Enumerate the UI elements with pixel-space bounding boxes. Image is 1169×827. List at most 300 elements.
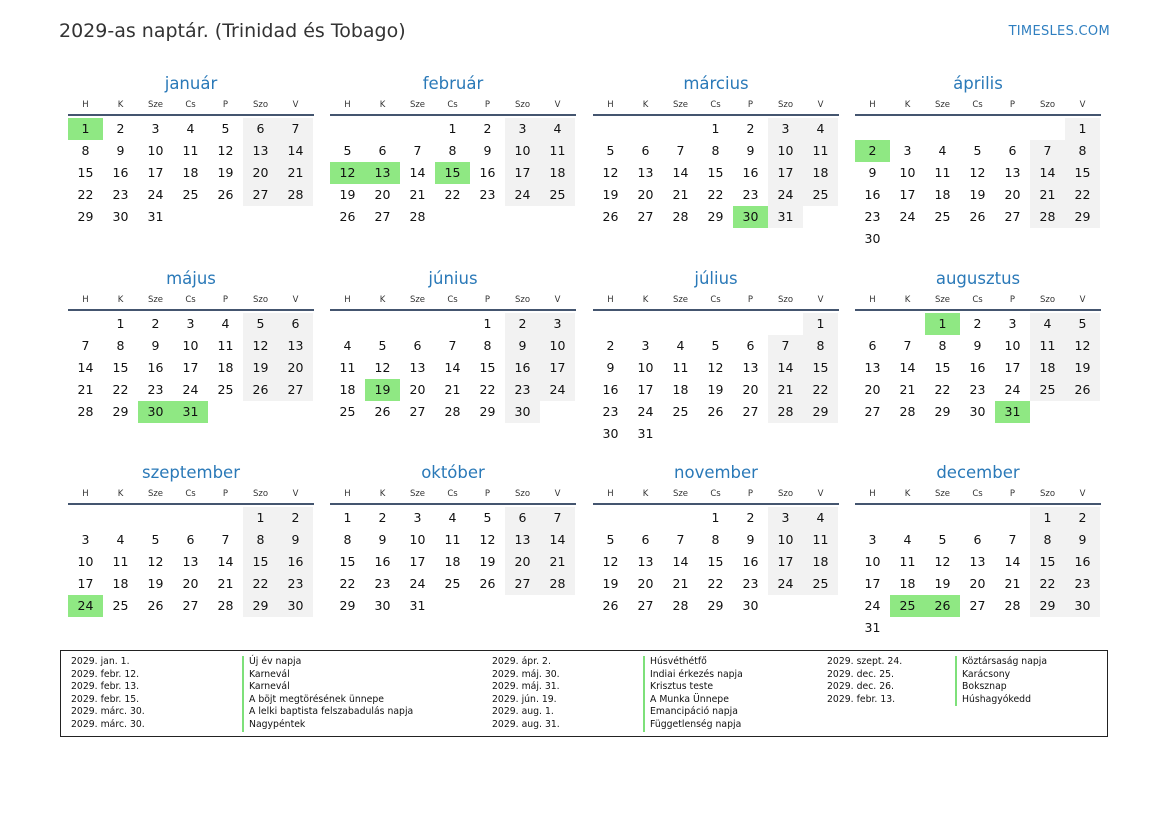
day-cell: 25 — [934, 209, 951, 224]
empty-cell — [663, 313, 698, 335]
empty-cell — [400, 118, 435, 140]
month-name: február — [422, 74, 484, 93]
day-cell: 19 — [217, 165, 234, 180]
day-cell: 8 — [711, 532, 720, 547]
day-cell: 18 — [112, 576, 129, 591]
day-grid — [593, 505, 839, 617]
day-cell: 14 — [444, 360, 461, 375]
day-cell: 17 — [1004, 360, 1021, 375]
day-cell: 8 — [243, 529, 278, 551]
day-cell: 12 — [602, 165, 619, 180]
day-cell: 9 — [378, 532, 387, 547]
day-cell: 16 — [505, 357, 540, 379]
month-2 — [330, 72, 576, 228]
holiday-name: Boksznap — [955, 681, 1007, 694]
day-cell: 25 — [803, 184, 838, 206]
holiday-day-cell: 25 — [890, 595, 925, 617]
day-cell: 21 — [444, 382, 461, 397]
day-cell: 24 — [768, 573, 803, 595]
day-cell: 3 — [186, 316, 195, 331]
day-cell: 3 — [413, 510, 422, 525]
weekday-label: V — [554, 489, 561, 499]
day-cell: 29 — [934, 404, 951, 419]
holiday-date: 2029. jún. 19. — [492, 693, 557, 705]
month-4 — [855, 72, 1101, 250]
weekday-label: Cs — [185, 489, 196, 499]
day-cell: 4 — [343, 338, 352, 353]
empty-cell — [330, 118, 365, 140]
day-cell: 10 — [637, 360, 654, 375]
day-cell: 7 — [413, 143, 422, 158]
holiday-name: Nagypéntek — [242, 719, 305, 732]
day-grid — [855, 505, 1101, 639]
day-grid — [68, 116, 314, 228]
month-name: december — [936, 463, 1020, 482]
day-cell: 9 — [973, 338, 982, 353]
day-cell: 1 — [1065, 118, 1100, 140]
day-cell: 23 — [742, 576, 759, 591]
day-cell: 27 — [637, 209, 654, 224]
holiday-date: 2029. dec. 26. — [827, 681, 894, 693]
day-cell: 26 — [707, 404, 724, 419]
day-cell: 28 — [540, 573, 575, 595]
weekday-label: V — [292, 489, 299, 499]
page-title: 2029-as naptár. (Trinidad és Tobago) — [59, 20, 406, 42]
weekday-label: H — [869, 295, 876, 305]
day-cell: 15 — [1065, 162, 1100, 184]
day-cell: 5 — [973, 143, 982, 158]
day-cell: 18 — [672, 382, 689, 397]
holiday-day-cell: 30 — [733, 206, 768, 228]
empty-cell — [925, 507, 960, 529]
day-cell: 5 — [1065, 313, 1100, 335]
weekday-label: Szo — [514, 295, 531, 305]
day-cell: 5 — [483, 510, 492, 525]
day-cell: 9 — [505, 335, 540, 357]
day-cell: 25 — [1030, 379, 1065, 401]
weekday-label: Cs — [447, 489, 458, 499]
empty-cell — [365, 313, 400, 335]
month-11 — [593, 461, 839, 617]
day-grid — [68, 505, 314, 617]
weekday-label: P — [222, 489, 229, 499]
weekday-label: P — [747, 295, 754, 305]
weekday-label: Cs — [447, 100, 458, 110]
day-cell: 21 — [1004, 576, 1021, 591]
day-cell: 24 — [147, 187, 164, 202]
day-cell: 30 — [1065, 595, 1100, 617]
day-cell: 3 — [505, 118, 540, 140]
month-3 — [593, 72, 839, 228]
empty-cell — [593, 313, 628, 335]
day-cell: 19 — [602, 187, 619, 202]
day-cell: 16 — [742, 165, 759, 180]
empty-cell — [593, 507, 628, 529]
weekday-label: V — [554, 100, 561, 110]
day-cell: 6 — [243, 118, 278, 140]
holiday-day-cell: 1 — [68, 118, 103, 140]
day-cell: 18 — [1030, 357, 1065, 379]
day-cell: 21 — [278, 162, 313, 184]
holiday-name: A böjt megtörésének ünnepe — [242, 694, 384, 707]
weekday-header — [855, 98, 1101, 116]
day-cell: 10 — [77, 554, 94, 569]
day-cell: 29 — [803, 401, 838, 423]
day-cell: 8 — [1030, 529, 1065, 551]
day-cell: 2 — [116, 121, 125, 136]
day-cell: 13 — [637, 554, 654, 569]
holiday-day-cell: 19 — [365, 379, 400, 401]
holiday-date: 2029. márc. 30. — [71, 718, 145, 730]
day-cell: 2 — [1065, 507, 1100, 529]
day-cell: 16 — [602, 382, 619, 397]
day-cell: 15 — [339, 554, 356, 569]
day-grid — [855, 311, 1101, 423]
day-cell: 26 — [339, 209, 356, 224]
weekday-label: Cs — [185, 100, 196, 110]
day-cell: 12 — [707, 360, 724, 375]
day-cell: 15 — [479, 360, 496, 375]
holiday-name: A Munka Ünnepe — [643, 694, 729, 707]
weekday-label: Szo — [1039, 489, 1056, 499]
month-12 — [855, 461, 1101, 639]
day-cell: 14 — [1030, 162, 1065, 184]
day-cell: 17 — [505, 162, 540, 184]
holiday-legend — [60, 650, 1108, 737]
day-cell: 7 — [676, 532, 685, 547]
weekday-label: Cs — [972, 295, 983, 305]
holiday-name: Indiai érkezés napja — [643, 669, 743, 682]
day-cell: 27 — [969, 598, 986, 613]
day-cell: 9 — [868, 165, 877, 180]
weekday-label: K — [117, 295, 124, 305]
day-cell: 22 — [339, 576, 356, 591]
day-cell: 30 — [505, 401, 540, 423]
day-cell: 13 — [243, 140, 278, 162]
day-cell: 23 — [112, 187, 129, 202]
day-cell: 31 — [147, 209, 164, 224]
month-5 — [68, 267, 314, 423]
day-cell: 3 — [1008, 316, 1017, 331]
day-cell: 19 — [479, 554, 496, 569]
day-cell: 25 — [339, 404, 356, 419]
holiday-day-cell: 24 — [68, 595, 103, 617]
weekday-header — [68, 487, 314, 505]
day-cell: 28 — [768, 401, 803, 423]
day-cell: 4 — [186, 121, 195, 136]
weekday-label: K — [642, 295, 649, 305]
day-cell: 5 — [378, 338, 387, 353]
weekday-label: V — [1079, 100, 1086, 110]
day-cell: 30 — [374, 598, 391, 613]
weekday-header — [330, 487, 576, 505]
month-name: augusztus — [935, 269, 1021, 288]
day-cell: 7 — [903, 338, 912, 353]
weekday-header — [68, 293, 314, 311]
day-cell: 15 — [707, 165, 724, 180]
day-cell: 18 — [182, 165, 199, 180]
weekday-label: V — [1079, 489, 1086, 499]
day-cell: 4 — [938, 143, 947, 158]
empty-cell — [855, 507, 890, 529]
day-cell: 29 — [243, 595, 278, 617]
day-cell: 4 — [116, 532, 125, 547]
empty-cell — [435, 313, 470, 335]
day-cell: 15 — [803, 357, 838, 379]
day-cell: 24 — [409, 576, 426, 591]
day-cell: 10 — [768, 140, 803, 162]
day-cell: 4 — [1030, 313, 1065, 335]
day-grid — [68, 311, 314, 423]
empty-cell — [68, 313, 103, 335]
day-cell: 29 — [707, 209, 724, 224]
day-cell: 5 — [221, 121, 230, 136]
day-cell: 26 — [243, 379, 278, 401]
day-cell: 12 — [602, 554, 619, 569]
day-cell: 15 — [77, 165, 94, 180]
day-cell: 2 — [151, 316, 160, 331]
day-cell: 31 — [864, 620, 881, 635]
empty-cell — [330, 313, 365, 335]
day-cell: 17 — [77, 576, 94, 591]
day-cell: 28 — [1004, 598, 1021, 613]
day-cell: 9 — [151, 338, 160, 353]
day-cell: 11 — [934, 165, 951, 180]
day-cell: 2 — [746, 510, 755, 525]
weekday-header — [855, 293, 1101, 311]
day-cell: 18 — [803, 162, 838, 184]
weekday-label: Sze — [672, 100, 689, 110]
day-cell: 3 — [151, 121, 160, 136]
holiday-name: Új év napja — [242, 656, 301, 669]
month-name: július — [694, 269, 738, 288]
day-cell: 10 — [147, 143, 164, 158]
day-cell: 3 — [81, 532, 90, 547]
weekday-label: H — [82, 295, 89, 305]
day-cell: 18 — [803, 551, 838, 573]
day-cell: 25 — [112, 598, 129, 613]
day-cell: 22 — [934, 382, 951, 397]
month-9 — [68, 461, 314, 617]
holiday-date: 2029. márc. 30. — [71, 706, 145, 718]
day-cell: 24 — [899, 209, 916, 224]
day-cell: 2 — [483, 121, 492, 136]
day-cell: 31 — [768, 206, 803, 228]
weekday-label: V — [817, 489, 824, 499]
day-cell: 13 — [1004, 165, 1021, 180]
empty-cell — [698, 313, 733, 335]
day-cell: 24 — [505, 184, 540, 206]
day-cell: 25 — [182, 187, 199, 202]
holiday-name: Köztársaság napja — [955, 656, 1047, 669]
weekday-label: P — [1009, 489, 1016, 499]
weekday-label: Sze — [409, 489, 426, 499]
day-cell: 15 — [1030, 551, 1065, 573]
day-cell: 16 — [479, 165, 496, 180]
day-cell: 20 — [637, 187, 654, 202]
empty-cell — [68, 507, 103, 529]
day-cell: 7 — [768, 335, 803, 357]
day-cell: 13 — [637, 165, 654, 180]
holiday-day-cell: 12 — [330, 162, 365, 184]
day-cell: 15 — [707, 554, 724, 569]
empty-cell — [208, 507, 243, 529]
day-cell: 20 — [374, 187, 391, 202]
weekday-label: P — [1009, 100, 1016, 110]
day-cell: 30 — [112, 209, 129, 224]
weekday-label: H — [869, 100, 876, 110]
day-cell: 3 — [868, 532, 877, 547]
day-cell: 13 — [969, 554, 986, 569]
empty-cell — [995, 507, 1030, 529]
day-cell: 19 — [147, 576, 164, 591]
day-cell: 17 — [768, 551, 803, 573]
weekday-label: H — [344, 100, 351, 110]
day-cell: 30 — [278, 595, 313, 617]
day-cell: 14 — [768, 357, 803, 379]
day-cell: 11 — [339, 360, 356, 375]
day-cell: 20 — [969, 576, 986, 591]
day-cell: 23 — [374, 576, 391, 591]
day-cell: 21 — [899, 382, 916, 397]
day-cell: 4 — [676, 338, 685, 353]
weekday-label: K — [379, 489, 386, 499]
holiday-name: Húsvéthétfő — [643, 656, 707, 669]
brand-link[interactable]: TIMESLES.COM — [1008, 24, 1110, 39]
day-cell: 24 — [768, 184, 803, 206]
weekday-header — [330, 98, 576, 116]
day-cell: 20 — [505, 551, 540, 573]
empty-cell — [890, 118, 925, 140]
day-cell: 5 — [343, 143, 352, 158]
holiday-name: Karnevál — [242, 669, 290, 682]
day-cell: 14 — [899, 360, 916, 375]
day-cell: 23 — [147, 382, 164, 397]
day-cell: 4 — [803, 507, 838, 529]
day-cell: 11 — [217, 338, 234, 353]
day-cell: 8 — [803, 335, 838, 357]
empty-cell — [1030, 118, 1065, 140]
month-name: november — [674, 463, 758, 482]
weekday-label: H — [82, 100, 89, 110]
day-cell: 16 — [147, 360, 164, 375]
weekday-label: Sze — [672, 489, 689, 499]
day-cell: 30 — [602, 426, 619, 441]
weekday-label: Cs — [447, 295, 458, 305]
day-cell: 1 — [343, 510, 352, 525]
day-cell: 17 — [864, 576, 881, 591]
day-cell: 6 — [186, 532, 195, 547]
day-cell: 13 — [409, 360, 426, 375]
day-cell: 25 — [217, 382, 234, 397]
day-cell: 16 — [112, 165, 129, 180]
holiday-name: A lelki baptista felszabadulás napja — [242, 706, 413, 719]
weekday-label: Cs — [710, 100, 721, 110]
day-cell: 3 — [768, 507, 803, 529]
weekday-header — [330, 293, 576, 311]
empty-cell — [103, 507, 138, 529]
day-cell: 7 — [221, 532, 230, 547]
weekday-label: Sze — [934, 100, 951, 110]
day-cell: 1 — [1030, 507, 1065, 529]
weekday-label: H — [607, 100, 614, 110]
day-cell: 23 — [969, 382, 986, 397]
day-cell: 17 — [899, 187, 916, 202]
weekday-label: V — [817, 100, 824, 110]
day-cell: 22 — [707, 187, 724, 202]
day-cell: 20 — [742, 382, 759, 397]
day-cell: 29 — [339, 598, 356, 613]
day-cell: 30 — [969, 404, 986, 419]
day-cell: 27 — [409, 404, 426, 419]
day-cell: 8 — [81, 143, 90, 158]
day-cell: 9 — [606, 360, 615, 375]
weekday-label: Sze — [409, 295, 426, 305]
day-cell: 12 — [374, 360, 391, 375]
holiday-day-cell: 15 — [435, 162, 470, 184]
day-cell: 6 — [746, 338, 755, 353]
day-cell: 11 — [444, 532, 461, 547]
day-cell: 22 — [77, 187, 94, 202]
day-cell: 4 — [448, 510, 457, 525]
month-name: május — [166, 269, 216, 288]
empty-cell — [628, 507, 663, 529]
day-cell: 20 — [637, 576, 654, 591]
day-cell: 29 — [479, 404, 496, 419]
day-cell: 5 — [151, 532, 160, 547]
day-cell: 1 — [711, 510, 720, 525]
day-cell: 19 — [339, 187, 356, 202]
day-cell: 27 — [864, 404, 881, 419]
day-cell: 1 — [483, 316, 492, 331]
day-cell: 1 — [116, 316, 125, 331]
weekday-label: K — [379, 295, 386, 305]
day-cell: 7 — [1008, 532, 1017, 547]
weekday-label: Szo — [252, 489, 269, 499]
day-cell: 18 — [934, 187, 951, 202]
day-cell: 16 — [864, 187, 881, 202]
day-cell: 10 — [540, 335, 575, 357]
holiday-name: Függetlenség napja — [643, 719, 741, 732]
day-cell: 11 — [803, 529, 838, 551]
day-cell: 8 — [448, 143, 457, 158]
weekday-label: Szo — [252, 295, 269, 305]
day-cell: 13 — [182, 554, 199, 569]
day-cell: 7 — [81, 338, 90, 353]
day-cell: 6 — [641, 532, 650, 547]
day-cell: 14 — [540, 529, 575, 551]
weekday-label: Sze — [147, 295, 164, 305]
day-cell: 16 — [374, 554, 391, 569]
weekday-label: V — [817, 295, 824, 305]
weekday-label: K — [904, 489, 911, 499]
day-cell: 20 — [182, 576, 199, 591]
month-10 — [330, 461, 576, 617]
day-cell: 14 — [1004, 554, 1021, 569]
day-cell: 29 — [707, 598, 724, 613]
day-cell: 28 — [1030, 206, 1065, 228]
empty-cell — [855, 313, 890, 335]
day-cell: 26 — [1065, 379, 1100, 401]
day-cell: 2 — [378, 510, 387, 525]
day-cell: 8 — [1065, 140, 1100, 162]
day-cell: 25 — [540, 184, 575, 206]
day-cell: 23 — [742, 187, 759, 202]
day-cell: 10 — [864, 554, 881, 569]
day-cell: 25 — [444, 576, 461, 591]
day-cell: 23 — [602, 404, 619, 419]
day-cell: 23 — [1065, 573, 1100, 595]
